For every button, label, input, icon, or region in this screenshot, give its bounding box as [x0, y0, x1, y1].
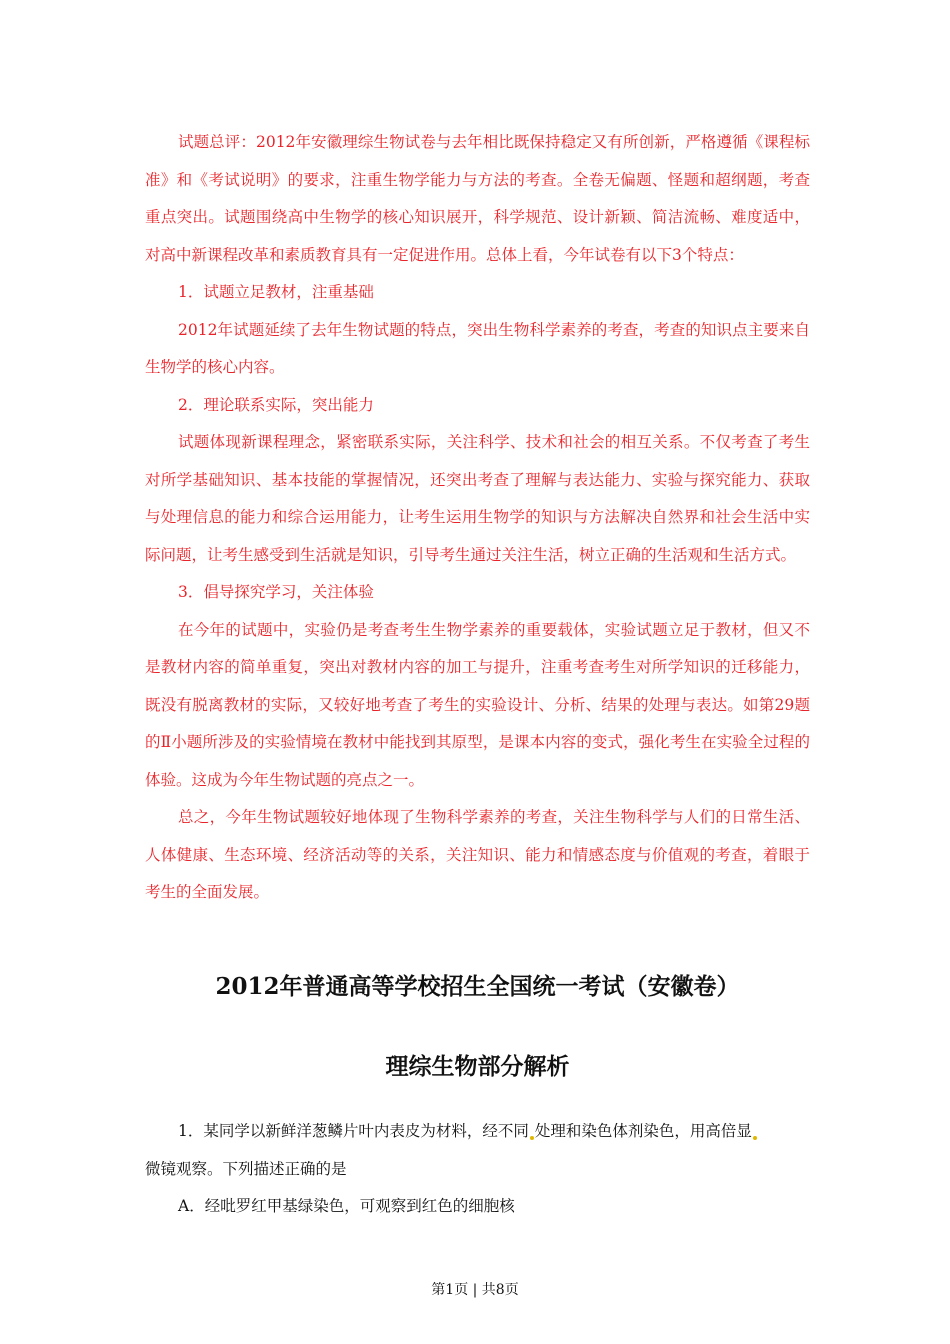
- question-stem-part-2: 处理和染色体剂染色，用高倍显: [534, 1122, 752, 1140]
- page-footer: 第1页 | 共8页: [431, 1282, 519, 1298]
- exam-subtitle: 理综生物部分解析: [385, 1053, 570, 1080]
- dot-mark-icon: [530, 1136, 534, 1140]
- review-heading-1: 1．试题立足教材，注重基础: [178, 283, 374, 301]
- review-paragraph-1: 2012年试题延续了去年生物试题的特点，突出生物科学素养的考查，考查的知识点主要来自生物学的核心内容。: [145, 320, 810, 376]
- question-option-a: A．经吡罗红甲基绿染色，可观察到红色的细胞核: [178, 1197, 515, 1215]
- question-stem-part-1: 1．某同学以新鲜洋葱鳞片叶内表皮为材料，经不同: [178, 1122, 529, 1140]
- review-paragraph-2: 试题体现新课程理念，紧密联系实际，关注科学、技术和社会的相互关系。不仅考查了考生对所学基础知识、基本技能的掌握情况，还突出考查了理解与表达能力、实验与探究能力、获取与处理信息的能力和综合运用能力，让考生运用生物学的知识与方法解决自然界和社会生活中实际问题，让考生感受到生活就是知识，引导考生通过关注生活，树立正确的生活观和生活方式。: [145, 433, 810, 564]
- review-heading-3: 3．倡导探究学习，关注体验: [178, 583, 374, 601]
- review-paragraph-3: 在今年的试题中，实验仍是考查考生生物学素养的重要载体，实验试题立足于教材，但又不是教材内容的简单重复，突出对教材内容的加工与提升，注重考查考生对所学知识的迁移能力，既没有脱离教材的实际，又较好地考查了考生的实验设计、分析、结果的处理与表达。如第29题的Ⅱ小题所涉及的实验情境在教材中能找到其原型，是课本内容的变式，强化考生在实验全过程的体验。这成为今年生物试题的亮点之一。: [145, 620, 810, 789]
- exam-review-section: [145, 124, 810, 912]
- question-1: [145, 1113, 810, 1226]
- exam-title: 2012年普通高等学校招生全国统一考试（安徽卷）: [215, 973, 740, 1000]
- review-heading-2: 2．理论联系实际，突出能力: [178, 395, 374, 414]
- dot-mark-icon: [753, 1136, 757, 1140]
- review-paragraph-summary: 总之，今年生物试题较好地体现了生物科学素养的考查，关注生物科学与人们的日常生活、人体健康、生态环境、经济活动等的关系，关注知识、能力和情感态度与价值观的考查，着眼于考生的全面发展。: [145, 808, 810, 901]
- question-stem-continued: 微镜观察。下列描述正确的是: [145, 1159, 347, 1178]
- question-stem: [145, 1113, 810, 1151]
- review-paragraph-intro: 试题总评：2012年安徽理综生物试卷与去年相比既保持稳定又有所创新，严格遵循《课程标准》和《考试说明》的要求，注重生物学能力与方法的考查。全卷无偏题、怪题和超纲题，考查重点突出。试题围绕高中生物学的核心知识展开，科学规范、设计新颖、简洁流畅、难度适中，对高中新课程改革和素质教育具有一定促进作用。总体上看，今年试卷有以下3个特点：: [145, 133, 810, 264]
